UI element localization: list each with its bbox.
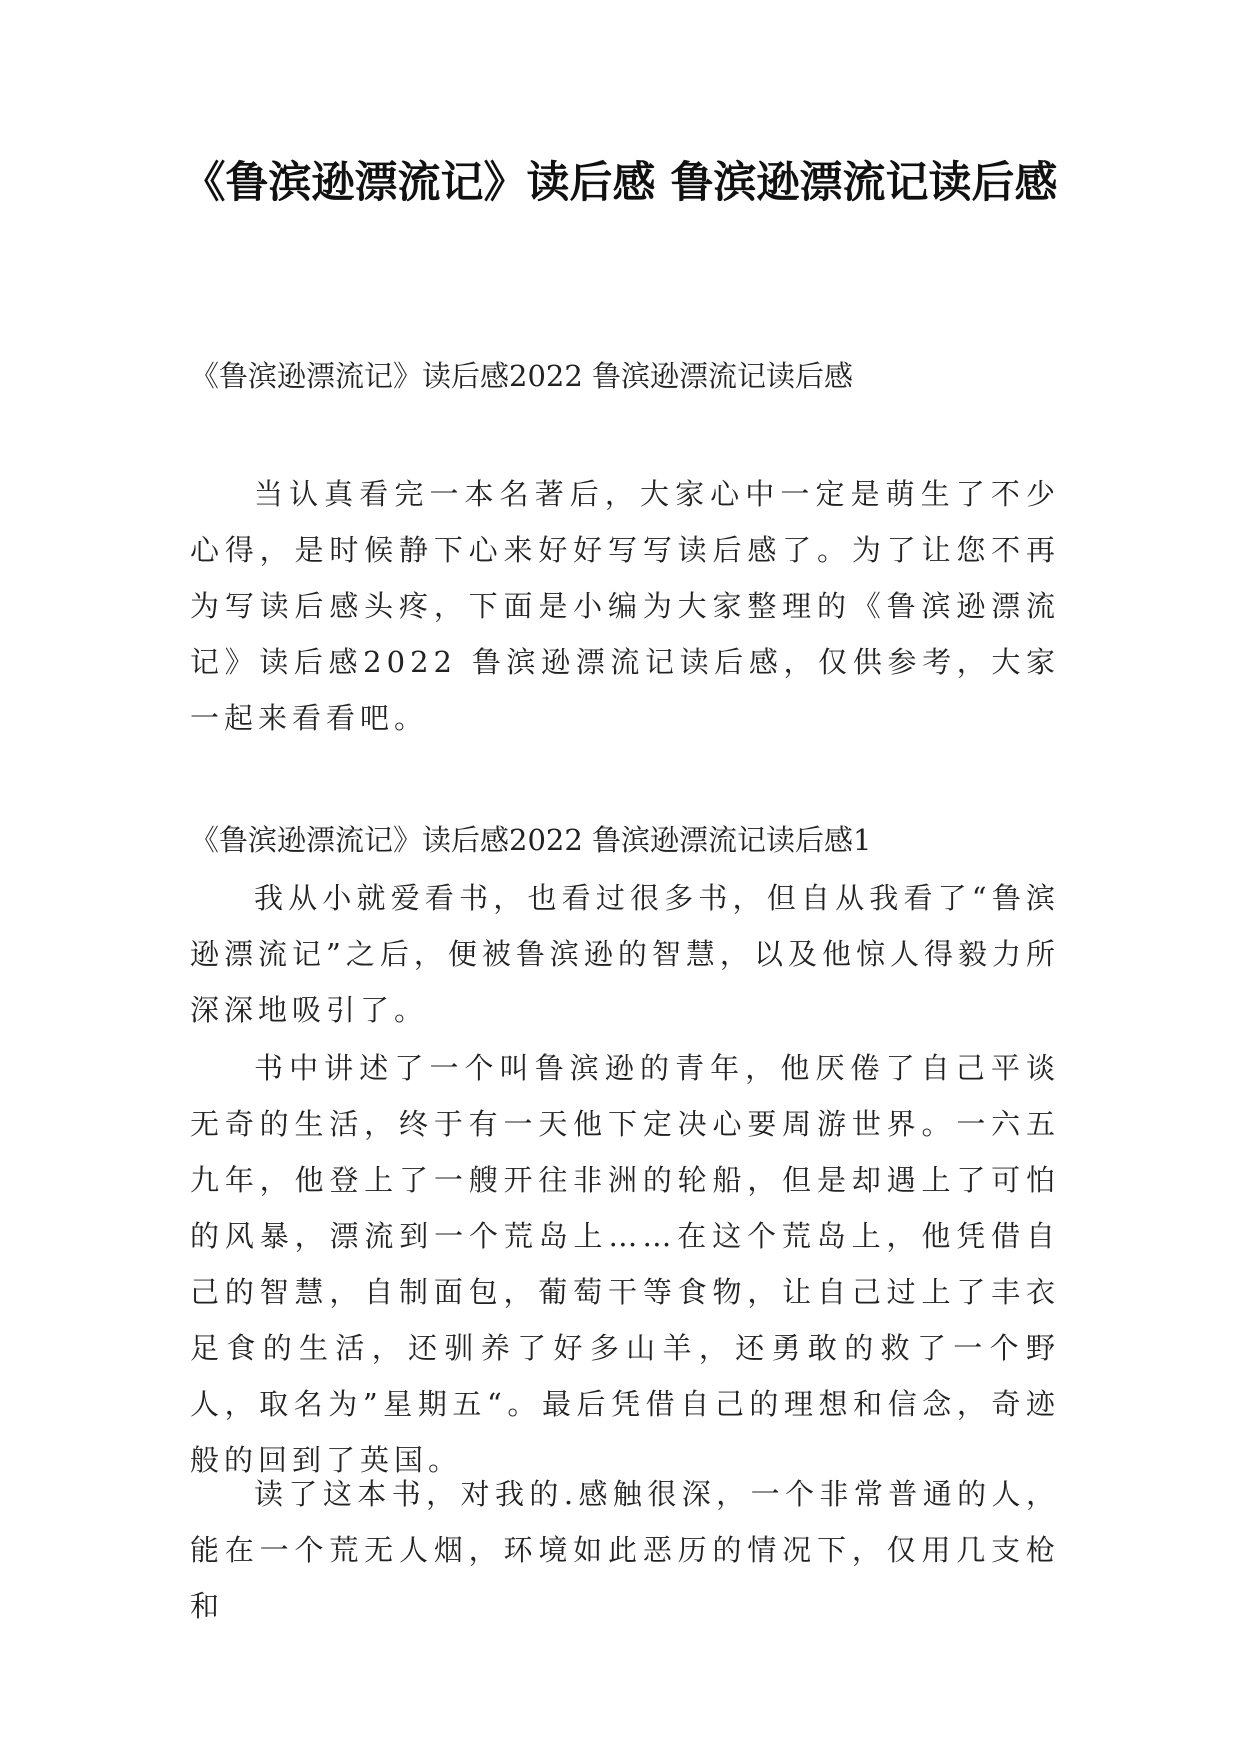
intro-paragraph: 当认真看完一本名著后，大家心中一定是萌生了不少心得，是时候静下心来好好写写读后感了。为了让您不再为写读后感头疼，下面是小编为大家整理的《鲁滨逊漂流记》读后感2022 鲁滨逊漂流记读后感，仅供参考，大家一起来看看吧。 <box>190 477 1060 735</box>
document-subtitle: 《鲁滨逊漂流记》读后感2022 鲁滨逊漂流记读后感 <box>190 359 854 393</box>
body-paragraph: 书中讲述了一个叫鲁滨逊的青年，他厌倦了自己平谈无奇的生活，终于有一天他下定决心要周游世界。一六五九年，他登上了一艘开往非洲的轮船，但是却遇上了可怕的风暴，漂流到一个荒岛上……在这个荒岛上，他凭借自己的智慧，自制面包，葡萄干等食物，让自己过上了丰衣足食的生活，还驯养了好多山羊，还勇敢的救了一个野人，取名为”星期五“。最后凭借自己的理想和信念，奇迹般的回到了英国。 <box>190 1051 1060 1477</box>
body-paragraph: 读了这本书，对我的.感触很深，一个非常普通的人，能在一个荒无人烟，环境如此恶历的情况下，仅用几支枪和 <box>190 1477 1060 1623</box>
document-title: 《鲁滨逊漂流记》读后感 鲁滨逊漂流记读后感 <box>182 158 1058 208</box>
section-heading: 《鲁滨逊漂流记》读后感2022 鲁滨逊漂流记读后感1 <box>190 823 872 857</box>
body-paragraph: 我从小就爱看书，也看过很多书，但自从我看了“鲁滨逊漂流记”之后，便被鲁滨逊的智慧，以及他惊人得毅力所深深地吸引了。 <box>190 881 1060 1027</box>
